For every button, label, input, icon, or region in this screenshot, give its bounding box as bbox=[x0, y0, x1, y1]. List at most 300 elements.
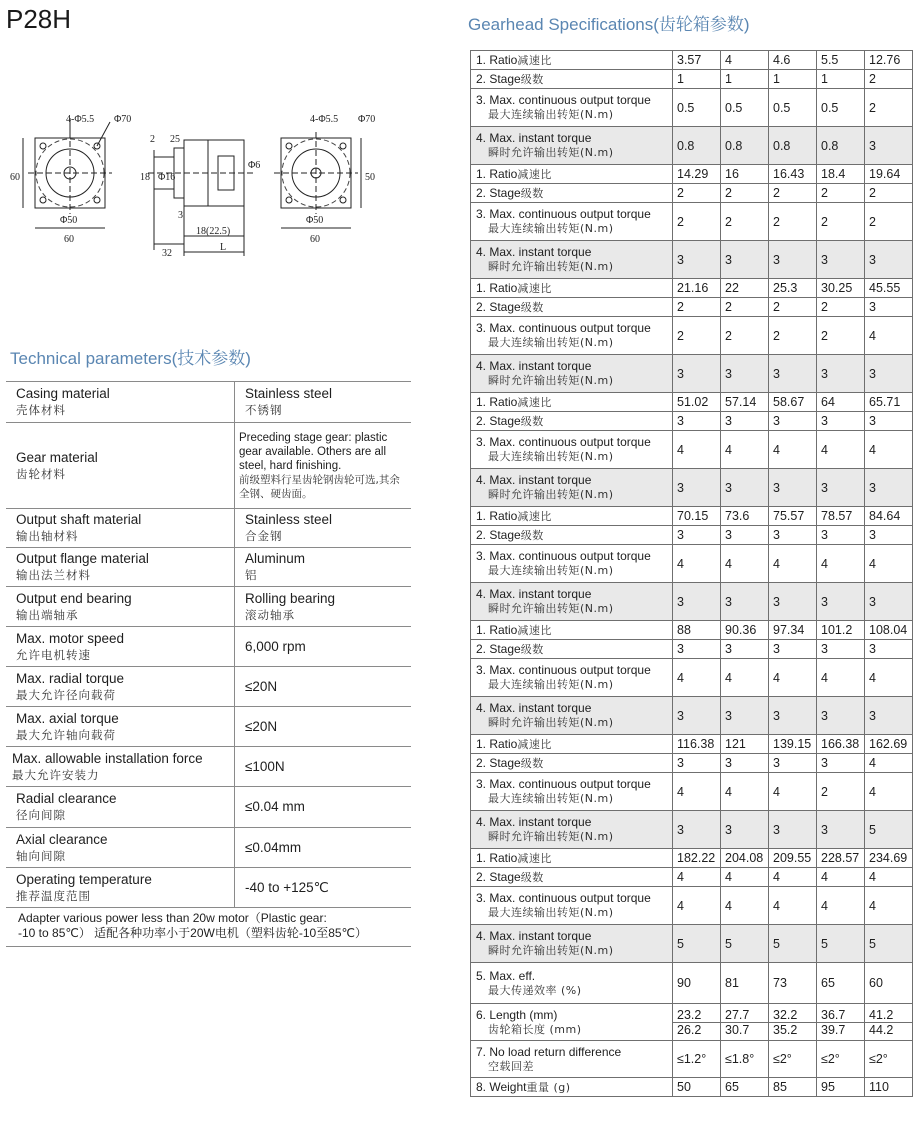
spec-value: 4 bbox=[817, 868, 865, 887]
spec-value: 65 bbox=[721, 1078, 769, 1097]
spec-label bbox=[471, 203, 673, 241]
spec-value: 2 bbox=[769, 298, 817, 317]
spec-label-en: 7. No load return difference bbox=[476, 1044, 622, 1059]
spec-value: 121 bbox=[721, 735, 769, 754]
param-name: Output flange material bbox=[16, 551, 149, 566]
spec-row-stage bbox=[471, 184, 913, 203]
spec-label-en: 8. Weight bbox=[476, 1079, 527, 1094]
param-name-zh: 径向间隙 bbox=[16, 808, 66, 822]
spec-value: 18.4 bbox=[817, 165, 865, 184]
spec-row-backlash bbox=[471, 1041, 913, 1078]
dim-holes-right: 4-Φ5.5 bbox=[310, 114, 339, 125]
spec-value: 4 bbox=[721, 431, 769, 469]
spec-label-en: 1. Ratio bbox=[476, 166, 518, 181]
length-max: 30.7 bbox=[721, 1022, 768, 1037]
spec-label-zh: 最大连续输出转矩(N.m) bbox=[488, 222, 614, 235]
spec-label-zh: 减速比 bbox=[517, 737, 552, 751]
spec-label bbox=[471, 165, 673, 184]
tech-note-line: Adapter various power less than 20w motor（Plastic gear: bbox=[18, 911, 327, 925]
spec-row-inst bbox=[471, 583, 913, 621]
spec-value: 4 bbox=[769, 659, 817, 697]
param-value: Preceding stage gear: plastic gear available. Others are all steel, hard finishing. bbox=[239, 431, 388, 472]
spec-label-zh: 瞬时允许输出转矩(N.m) bbox=[488, 488, 614, 501]
spec-label bbox=[471, 355, 673, 393]
spec-label bbox=[471, 659, 673, 697]
spec-value: 3 bbox=[865, 355, 913, 393]
spec-value: 3 bbox=[769, 355, 817, 393]
spec-value: 3 bbox=[817, 811, 865, 849]
spec-value: 3 bbox=[769, 640, 817, 659]
spec-label-zh: 瞬时允许输出转矩(N.m) bbox=[488, 830, 614, 843]
spec-label-en: 3. Max. continuous output torque bbox=[476, 777, 651, 791]
spec-value: 81 bbox=[721, 963, 769, 1004]
spec-row-weight bbox=[471, 1078, 913, 1097]
spec-label bbox=[471, 317, 673, 355]
spec-row-ratio bbox=[471, 51, 913, 70]
spec-value: 4 bbox=[817, 545, 865, 583]
spec-value: 3 bbox=[673, 469, 721, 507]
spec-value bbox=[817, 1004, 865, 1041]
spec-row-cont bbox=[471, 317, 913, 355]
length-min: 23.2 bbox=[677, 1007, 702, 1022]
spec-value: 3 bbox=[673, 241, 721, 279]
spec-label-en: 3. Max. continuous output torque bbox=[476, 435, 651, 449]
spec-value: 3 bbox=[865, 241, 913, 279]
tech-row bbox=[6, 787, 411, 828]
length-max: 44.2 bbox=[865, 1022, 912, 1037]
dim-32: 32 bbox=[162, 248, 172, 259]
spec-value: ≤2° bbox=[817, 1041, 865, 1078]
spec-label bbox=[471, 963, 673, 1004]
spec-value: 4 bbox=[721, 659, 769, 697]
spec-label-en: 1. Ratio bbox=[476, 736, 518, 751]
spec-row-stage bbox=[471, 70, 913, 89]
spec-label-zh: 最大连续输出转矩(N.m) bbox=[488, 564, 614, 577]
spec-value: 1 bbox=[721, 70, 769, 89]
spec-value: 3 bbox=[769, 241, 817, 279]
spec-value: 4 bbox=[721, 887, 769, 925]
spec-value: 166.38 bbox=[817, 735, 865, 754]
spec-value: 101.2 bbox=[817, 621, 865, 640]
spec-value: 4 bbox=[721, 868, 769, 887]
spec-label-zh: 瞬时允许输出转矩(N.m) bbox=[488, 944, 614, 957]
spec-value: 3 bbox=[865, 298, 913, 317]
param-value: ≤20N bbox=[245, 718, 278, 734]
spec-value: 3 bbox=[817, 640, 865, 659]
spec-label-zh: 最大连续输出转矩(N.m) bbox=[488, 336, 614, 349]
spec-value: 4 bbox=[721, 51, 769, 70]
spec-value: 4 bbox=[673, 431, 721, 469]
tech-row bbox=[6, 828, 411, 868]
spec-value: 21.16 bbox=[673, 279, 721, 298]
spec-value: 3 bbox=[721, 697, 769, 735]
spec-label bbox=[471, 583, 673, 621]
spec-row-stage bbox=[471, 526, 913, 545]
param-value-zh: 铝 bbox=[245, 568, 258, 582]
param-name: Axial clearance bbox=[16, 831, 108, 847]
spec-label-zh: 级数 bbox=[520, 72, 544, 86]
spec-value: 3 bbox=[673, 754, 721, 773]
spec-value: 2 bbox=[673, 317, 721, 355]
spec-value: 2 bbox=[817, 317, 865, 355]
spec-value: 3 bbox=[817, 412, 865, 431]
spec-label-zh: 空载回差 bbox=[488, 1059, 534, 1073]
spec-value: 3 bbox=[769, 754, 817, 773]
param-name-zh: 允许电机转速 bbox=[16, 647, 91, 662]
spec-value: 5 bbox=[817, 925, 865, 963]
tech-row bbox=[6, 707, 411, 747]
spec-value: 12.76 bbox=[865, 51, 913, 70]
spec-label bbox=[471, 697, 673, 735]
param-name-zh: 齿轮材料 bbox=[16, 466, 66, 481]
spec-value: 2 bbox=[721, 317, 769, 355]
spec-label-zh: 最大连续输出转矩(N.m) bbox=[488, 108, 614, 121]
spec-value: 3 bbox=[769, 526, 817, 545]
gearhead-specs-title: Gearhead Specifications(齿轮箱参数) bbox=[468, 15, 750, 34]
spec-label-zh: 减速比 bbox=[517, 167, 552, 181]
spec-value: ≤2° bbox=[865, 1041, 913, 1078]
spec-label-en: 3. Max. continuous output torque bbox=[476, 549, 651, 563]
spec-value: 3 bbox=[721, 754, 769, 773]
spec-row-cont bbox=[471, 203, 913, 241]
spec-row-ratio bbox=[471, 849, 913, 868]
spec-value: 95 bbox=[817, 1078, 865, 1097]
spec-value: 116.38 bbox=[673, 735, 721, 754]
length-max: 35.2 bbox=[769, 1022, 816, 1037]
spec-value: 2 bbox=[865, 203, 913, 241]
param-value-zh: 滚动轴承 bbox=[245, 607, 295, 622]
spec-label bbox=[471, 241, 673, 279]
param-value-zh: 合金钢 bbox=[245, 529, 283, 543]
spec-label-en: 2. Stage bbox=[476, 71, 521, 86]
spec-value: 3 bbox=[865, 127, 913, 165]
spec-value: 4 bbox=[865, 317, 913, 355]
spec-value: 4.6 bbox=[769, 51, 817, 70]
spec-value: 4 bbox=[769, 773, 817, 811]
spec-row-inst bbox=[471, 241, 913, 279]
spec-row-cont bbox=[471, 773, 913, 811]
spec-value: 4 bbox=[865, 773, 913, 811]
param-name-zh: 最大允许径向载荷 bbox=[16, 687, 116, 702]
spec-label-en: 2. Stage bbox=[476, 299, 521, 314]
spec-row-ratio bbox=[471, 393, 913, 412]
spec-value: 16 bbox=[721, 165, 769, 184]
dim-pilot-right: Φ50 bbox=[306, 215, 324, 226]
spec-label-en: 3. Max. continuous output torque bbox=[476, 891, 651, 905]
spec-label bbox=[471, 621, 673, 640]
spec-value: 65.71 bbox=[865, 393, 913, 412]
spec-value: 2 bbox=[865, 89, 913, 127]
spec-value: 30.25 bbox=[817, 279, 865, 298]
spec-row-inst bbox=[471, 469, 913, 507]
spec-value: 84.64 bbox=[865, 507, 913, 526]
param-value: Stainless steel bbox=[245, 512, 333, 527]
spec-value: 3 bbox=[673, 583, 721, 621]
spec-label bbox=[471, 412, 673, 431]
spec-label-en: 4. Max. instant torque bbox=[476, 701, 592, 715]
tech-note-row bbox=[6, 908, 411, 947]
spec-row-cont bbox=[471, 887, 913, 925]
spec-label-en: 2. Stage bbox=[476, 185, 521, 200]
spec-value: 0.5 bbox=[673, 89, 721, 127]
spec-label-en: 6. Length (mm) bbox=[476, 1007, 558, 1022]
spec-row-stage bbox=[471, 640, 913, 659]
param-name: Max. motor speed bbox=[16, 630, 125, 646]
dim-3: 3 bbox=[178, 210, 183, 221]
spec-label-en: 1. Ratio bbox=[476, 280, 518, 295]
tech-row bbox=[6, 548, 411, 587]
spec-value: 1 bbox=[769, 70, 817, 89]
spec-label-en: 1. Ratio bbox=[476, 508, 518, 523]
spec-value: 2 bbox=[673, 184, 721, 203]
spec-row-stage bbox=[471, 298, 913, 317]
spec-row-stage bbox=[471, 754, 913, 773]
spec-value: 3 bbox=[817, 697, 865, 735]
spec-value: 0.8 bbox=[673, 127, 721, 165]
param-name-zh: 推荐温度范围 bbox=[16, 888, 91, 903]
param-value-zh: 前级塑料行星齿轮钢齿轮可选,其余全钢、硬齿面。 bbox=[239, 473, 400, 500]
spec-value: 73 bbox=[769, 963, 817, 1004]
spec-label-zh: 级数 bbox=[520, 186, 544, 200]
spec-value: 90.36 bbox=[721, 621, 769, 640]
spec-label-en: 4. Max. instant torque bbox=[476, 587, 592, 601]
spec-label-zh: 减速比 bbox=[517, 395, 552, 409]
spec-value: 1 bbox=[673, 70, 721, 89]
spec-label-en: 2. Stage bbox=[476, 641, 521, 656]
spec-value: 75.57 bbox=[769, 507, 817, 526]
spec-value: 4 bbox=[673, 659, 721, 697]
tech-row bbox=[6, 747, 411, 787]
spec-value: 0.5 bbox=[769, 89, 817, 127]
spec-value: 4 bbox=[865, 887, 913, 925]
spec-value: 0.8 bbox=[817, 127, 865, 165]
spec-row-cont bbox=[471, 431, 913, 469]
spec-label-zh: 瞬时允许输出转矩(N.m) bbox=[488, 716, 614, 729]
dim-holes-left: 4-Φ5.5 bbox=[66, 114, 95, 125]
spec-label-zh: 级数 bbox=[520, 414, 544, 428]
spec-value: 209.55 bbox=[769, 849, 817, 868]
spec-value: 3 bbox=[769, 811, 817, 849]
spec-value: 4 bbox=[865, 868, 913, 887]
spec-row-ratio bbox=[471, 621, 913, 640]
spec-value: 228.57 bbox=[817, 849, 865, 868]
spec-label-en: 2. Stage bbox=[476, 527, 521, 542]
spec-value: 3 bbox=[865, 583, 913, 621]
param-name: Gear material bbox=[16, 449, 98, 465]
spec-value: 2 bbox=[673, 298, 721, 317]
param-name-zh: 输出轴材料 bbox=[16, 529, 79, 543]
param-value: Aluminum bbox=[245, 551, 306, 566]
spec-label bbox=[471, 849, 673, 868]
spec-label-en: 4. Max. instant torque bbox=[476, 473, 592, 487]
spec-value: 3.57 bbox=[673, 51, 721, 70]
spec-value: 4 bbox=[865, 754, 913, 773]
param-value: Stainless steel bbox=[245, 386, 333, 401]
spec-value: 2 bbox=[769, 203, 817, 241]
spec-value: 3 bbox=[817, 355, 865, 393]
spec-label-zh: 减速比 bbox=[517, 851, 552, 865]
technical-params-title: Technical parameters(技术参数) bbox=[10, 349, 251, 368]
dim-25: 25 bbox=[170, 134, 180, 145]
spec-label bbox=[471, 431, 673, 469]
spec-label-zh: 级数 bbox=[520, 870, 544, 884]
dim-pilot-left: Φ50 bbox=[60, 215, 78, 226]
param-name: Operating temperature bbox=[16, 871, 152, 887]
spec-value: 3 bbox=[673, 526, 721, 545]
spec-value: 2 bbox=[817, 773, 865, 811]
spec-value: 58.67 bbox=[769, 393, 817, 412]
spec-label-zh: 减速比 bbox=[517, 53, 552, 67]
spec-row-stage bbox=[471, 412, 913, 431]
spec-value bbox=[721, 1004, 769, 1041]
spec-value: 3 bbox=[673, 355, 721, 393]
spec-label-zh: 重量 (g) bbox=[526, 1080, 571, 1094]
spec-label-en: 2. Stage bbox=[476, 755, 521, 770]
spec-value: 3 bbox=[673, 697, 721, 735]
spec-value: 4 bbox=[721, 545, 769, 583]
spec-label bbox=[471, 773, 673, 811]
dim-length: L bbox=[220, 242, 227, 253]
param-name: Output shaft material bbox=[16, 512, 142, 527]
dim-18: 18 bbox=[140, 172, 150, 183]
spec-value: 2 bbox=[817, 203, 865, 241]
technical-params-table bbox=[6, 381, 411, 947]
spec-value: 4 bbox=[817, 887, 865, 925]
spec-value: 3 bbox=[673, 811, 721, 849]
spec-label-en: 4. Max. instant torque bbox=[476, 359, 592, 373]
spec-row-ratio bbox=[471, 735, 913, 754]
spec-value: 51.02 bbox=[673, 393, 721, 412]
spec-value: 3 bbox=[865, 469, 913, 507]
spec-value: 5 bbox=[721, 925, 769, 963]
param-name-zh: 输出端轴承 bbox=[16, 607, 79, 622]
spec-value: 5 bbox=[865, 925, 913, 963]
gearhead-specs-table bbox=[470, 50, 913, 1097]
spec-label-zh: 瞬时允许输出转矩(N.m) bbox=[488, 146, 614, 159]
spec-row-ratio bbox=[471, 279, 913, 298]
spec-row-inst bbox=[471, 811, 913, 849]
spec-row-eff bbox=[471, 963, 913, 1004]
spec-row-inst bbox=[471, 697, 913, 735]
dim-height-left: 60 bbox=[10, 172, 20, 183]
param-name-zh: 轴向间隙 bbox=[16, 848, 66, 863]
spec-value: 3 bbox=[673, 412, 721, 431]
tech-row bbox=[6, 627, 411, 667]
spec-value: 2 bbox=[865, 70, 913, 89]
spec-label bbox=[471, 1004, 673, 1041]
spec-label-en: 2. Stage bbox=[476, 413, 521, 428]
spec-label bbox=[471, 89, 673, 127]
spec-value: 60 bbox=[865, 963, 913, 1004]
param-value: ≤0.04 mm bbox=[245, 799, 305, 814]
spec-value: 0.5 bbox=[721, 89, 769, 127]
param-name-zh: 输出法兰材料 bbox=[16, 568, 91, 582]
dim-2: 2 bbox=[150, 134, 155, 145]
spec-value bbox=[673, 1004, 721, 1041]
spec-value: 70.15 bbox=[673, 507, 721, 526]
tech-row bbox=[6, 423, 411, 509]
spec-value: 78.57 bbox=[817, 507, 865, 526]
spec-label-zh: 齿轮箱长度 (mm) bbox=[488, 1022, 582, 1036]
spec-label bbox=[471, 754, 673, 773]
spec-value: 110 bbox=[865, 1078, 913, 1097]
spec-label-en: 1. Ratio bbox=[476, 850, 518, 865]
spec-label bbox=[471, 127, 673, 165]
tech-note-line: -10 to 85℃） 适配各种功率小于20W电机（塑料齿轮-10至85℃） bbox=[18, 926, 368, 940]
spec-value: 2 bbox=[817, 184, 865, 203]
tech-row bbox=[6, 667, 411, 707]
spec-value: 22 bbox=[721, 279, 769, 298]
tech-row bbox=[6, 509, 411, 548]
spec-value: 3 bbox=[865, 640, 913, 659]
spec-value: 57.14 bbox=[721, 393, 769, 412]
spec-value: 4 bbox=[769, 887, 817, 925]
spec-value: 3 bbox=[673, 640, 721, 659]
spec-label-zh: 最大传递效率 (%) bbox=[488, 983, 582, 997]
spec-label-zh: 减速比 bbox=[517, 623, 552, 637]
spec-value: 4 bbox=[865, 431, 913, 469]
param-name: Max. allowable installation force bbox=[12, 750, 203, 766]
spec-value: 85 bbox=[769, 1078, 817, 1097]
dim-pcd-left: Φ70 bbox=[114, 114, 132, 125]
spec-label-en: 1. Ratio bbox=[476, 394, 518, 409]
spec-value: ≤1.8° bbox=[721, 1041, 769, 1078]
spec-value: 4 bbox=[673, 545, 721, 583]
spec-row-inst bbox=[471, 355, 913, 393]
spec-label bbox=[471, 811, 673, 849]
spec-value: 3 bbox=[721, 583, 769, 621]
spec-value: 0.5 bbox=[817, 89, 865, 127]
spec-value: 90 bbox=[673, 963, 721, 1004]
spec-row-cont bbox=[471, 659, 913, 697]
spec-value: 4 bbox=[673, 868, 721, 887]
spec-value: 0.8 bbox=[769, 127, 817, 165]
spec-value: 88 bbox=[673, 621, 721, 640]
spec-label bbox=[471, 393, 673, 412]
spec-row-ratio bbox=[471, 507, 913, 526]
dim-18-22: 18(22.5) bbox=[196, 226, 231, 237]
spec-value: 16.43 bbox=[769, 165, 817, 184]
spec-value: 2 bbox=[721, 298, 769, 317]
spec-value: 5 bbox=[673, 925, 721, 963]
spec-value: 4 bbox=[673, 887, 721, 925]
spec-value: 65 bbox=[817, 963, 865, 1004]
spec-value: 3 bbox=[817, 583, 865, 621]
spec-value: 3 bbox=[769, 412, 817, 431]
spec-value: 14.29 bbox=[673, 165, 721, 184]
length-min: 27.7 bbox=[725, 1007, 750, 1022]
spec-label-zh: 瞬时允许输出转矩(N.m) bbox=[488, 374, 614, 387]
spec-value: 2 bbox=[865, 184, 913, 203]
spec-row-inst bbox=[471, 127, 913, 165]
spec-value: 3 bbox=[721, 811, 769, 849]
spec-label bbox=[471, 640, 673, 659]
spec-value: 3 bbox=[769, 469, 817, 507]
length-min: 41.2 bbox=[869, 1007, 894, 1022]
spec-label-en: 4. Max. instant torque bbox=[476, 131, 592, 145]
spec-value: 4 bbox=[769, 431, 817, 469]
spec-label bbox=[471, 925, 673, 963]
length-max: 39.7 bbox=[817, 1022, 864, 1037]
param-value: Rolling bearing bbox=[245, 590, 336, 606]
spec-value: 4 bbox=[865, 545, 913, 583]
spec-label-zh: 瞬时允许输出转矩(N.m) bbox=[488, 260, 614, 273]
spec-value: 4 bbox=[769, 545, 817, 583]
model-title: P28H bbox=[6, 4, 72, 34]
param-value: -40 to +125℃ bbox=[245, 879, 329, 895]
spec-value bbox=[865, 1004, 913, 1041]
spec-value: 2 bbox=[673, 203, 721, 241]
